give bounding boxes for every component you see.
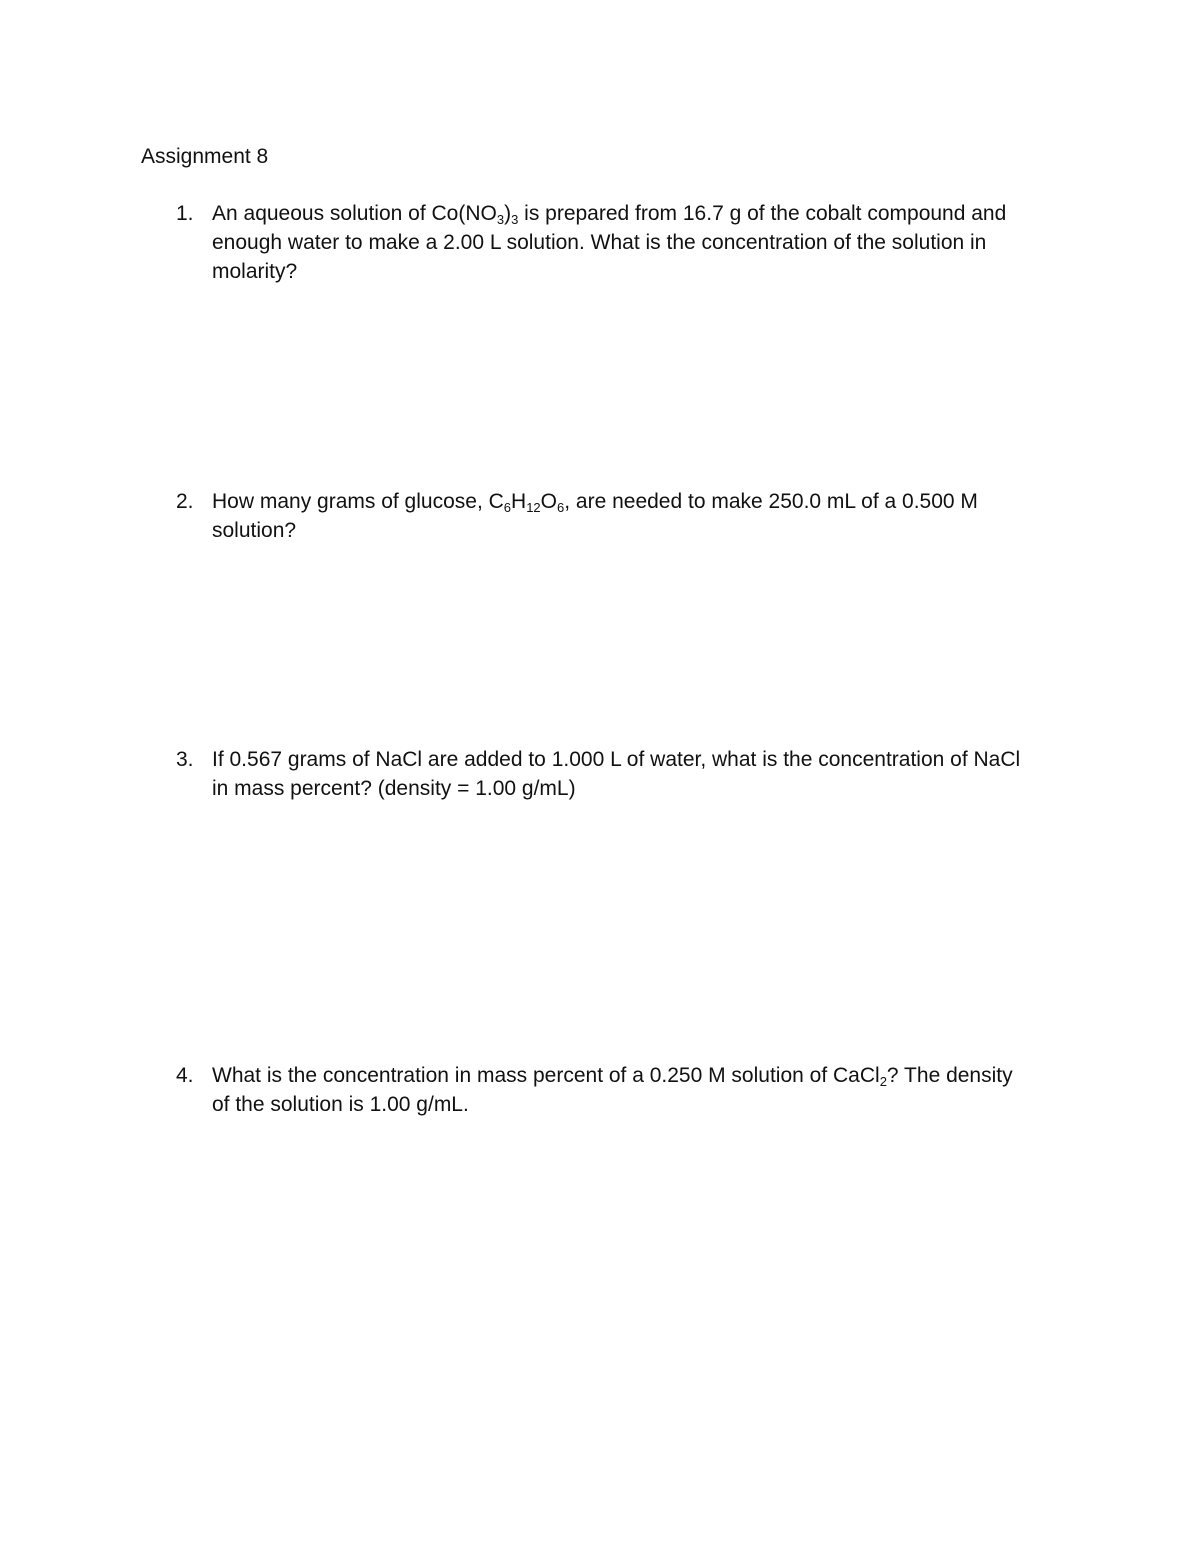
question-text	[212, 745, 1056, 803]
text-run: is prepared from 16.7 g of the cobalt compound and	[518, 202, 1007, 225]
question-number: 4.	[176, 1064, 194, 1087]
subscript: 2	[879, 1074, 887, 1089]
question-3	[176, 745, 1056, 803]
subscript: 6	[557, 500, 565, 515]
text-run: An aqueous solution of Co(NO	[212, 202, 497, 225]
subscript: 6	[503, 500, 512, 515]
question-text	[212, 487, 1056, 545]
text-run: )	[504, 202, 512, 225]
text-run: H	[511, 490, 527, 513]
question-line: If 0.567 grams of NaCl are added to 1.000 L of water, what is the concentration of NaCl	[212, 748, 1021, 771]
subscript: 12	[526, 500, 541, 515]
question-line: in mass percent? (density = 1.00 g/mL)	[212, 777, 576, 800]
question-number: 3.	[176, 748, 194, 771]
question-4	[176, 1061, 1056, 1119]
question-line	[212, 199, 1056, 228]
question-text	[212, 199, 1056, 286]
text-run: How many grams of glucose, C	[212, 490, 504, 513]
question-line: solution?	[212, 519, 297, 542]
text-run: , are needed to make 250.0 mL of a 0.500 M	[564, 490, 978, 513]
question-text	[212, 1061, 1056, 1119]
subscript: 3	[496, 212, 505, 227]
question-line	[212, 487, 1056, 516]
question-line: molarity?	[212, 260, 298, 283]
question-number: 1.	[176, 202, 194, 225]
question-1	[176, 199, 1056, 286]
question-line: enough water to make a 2.00 L solution. What is the concentration of the solution in	[212, 231, 987, 254]
subscript: 3	[511, 212, 519, 227]
text-run: O	[540, 490, 557, 513]
document-title: Assignment 8	[141, 145, 269, 168]
text-run: What is the concentration in mass percent of a 0.250 M solution of CaCl	[212, 1064, 880, 1087]
question-line	[212, 1061, 1056, 1090]
text-run: ? The density	[886, 1064, 1013, 1087]
question-number: 2.	[176, 490, 194, 513]
question-2	[176, 487, 1056, 545]
question-line: of the solution is 1.00 g/mL.	[212, 1093, 469, 1116]
